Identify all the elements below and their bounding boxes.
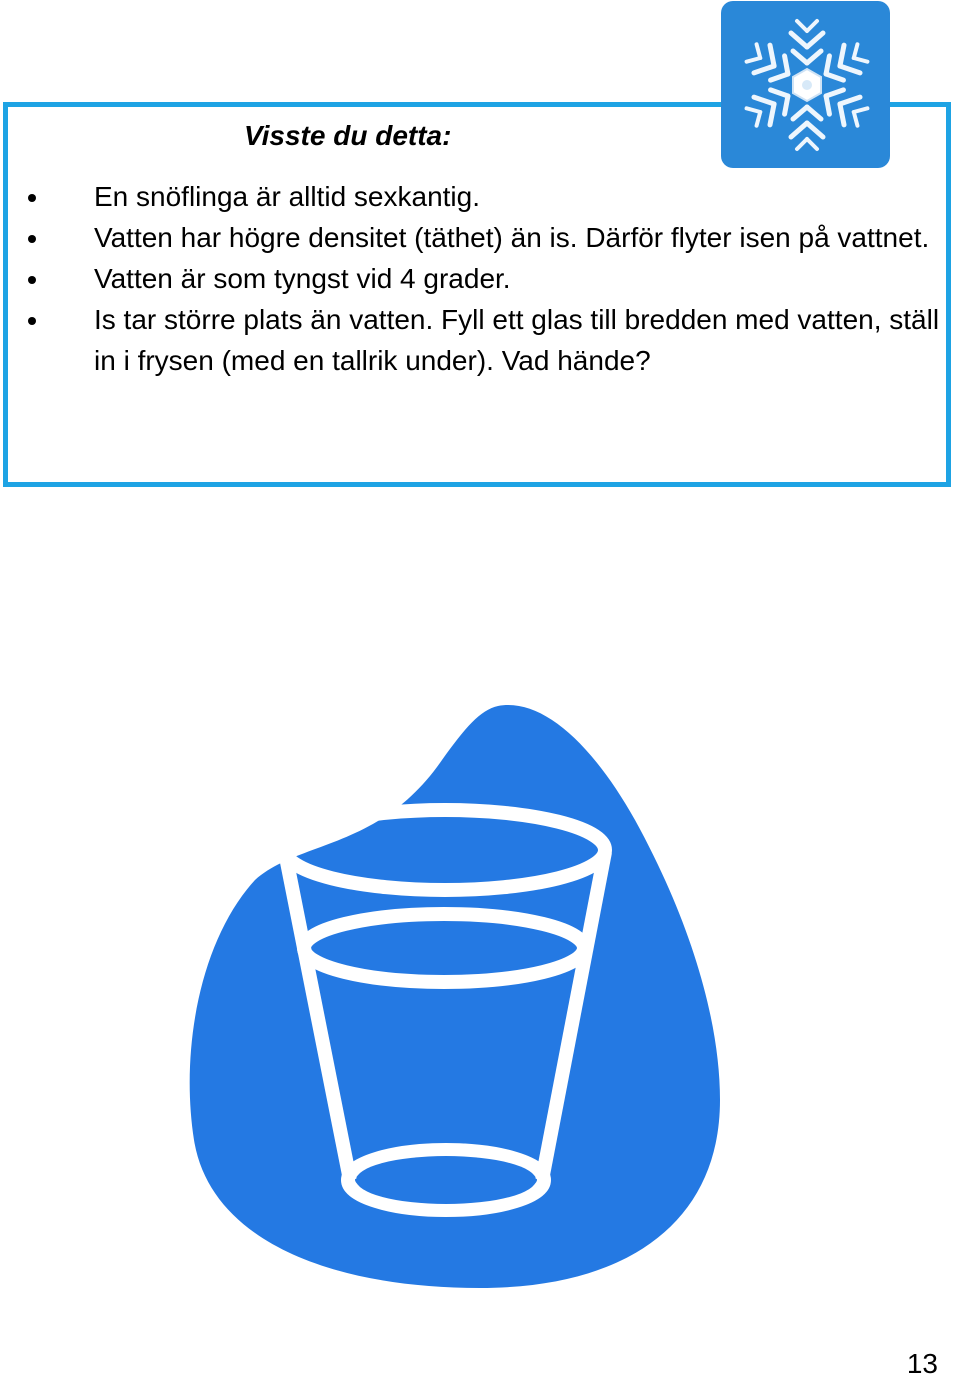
fact-item-text: Vatten har högre densitet (täthet) än is. Därför flyter isen på vattnet. — [94, 222, 930, 253]
bullet-icon — [28, 194, 36, 202]
bullet-icon — [28, 317, 36, 325]
fact-item-text: En snöflinga är alltid sexkantig. — [94, 181, 480, 212]
snowflake-icon — [721, 1, 890, 168]
fact-item-1 — [0, 176, 960, 217]
bullet-icon — [28, 235, 36, 243]
bullet-icon — [28, 276, 36, 284]
fact-item-2 — [0, 217, 960, 258]
fact-item-text: Is tar större plats än vatten. Fyll ett glas till bredden med vatten, ställ in i frysen (med en tallrik under). Vad hände? — [94, 304, 940, 376]
water-glass-icon — [180, 700, 740, 1290]
fact-box-title: Visste du detta: — [244, 120, 452, 151]
fact-item-3 — [0, 258, 960, 299]
page-number: 13 — [906, 1348, 938, 1379]
fact-item-text: Vatten är som tyngst vid 4 grader. — [94, 263, 511, 294]
fact-item-4 — [0, 299, 960, 381]
fact-list — [0, 176, 960, 381]
